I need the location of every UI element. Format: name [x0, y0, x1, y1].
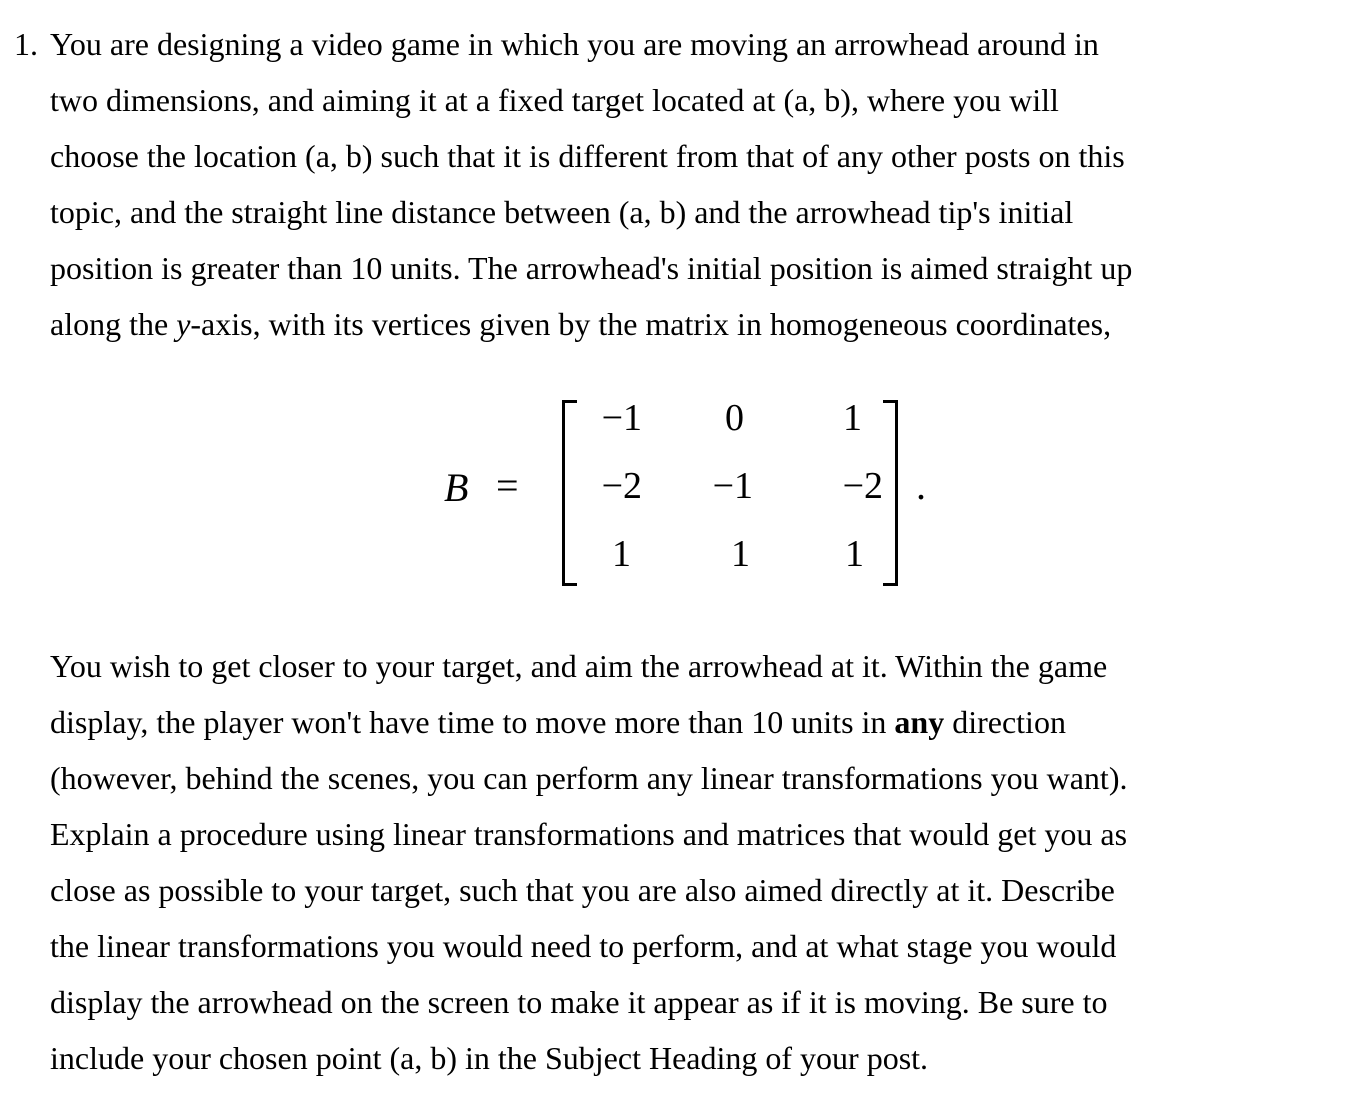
problem-intro	[50, 16, 1350, 352]
body-line: close as possible to your target, such that you are also aimed directly at it. Describe	[50, 872, 1115, 908]
intro-line-last	[50, 296, 1350, 352]
body-line: (however, behind the scenes, you can perform any linear transformations you want).	[50, 760, 1128, 796]
equation-period: .	[916, 463, 926, 508]
matrix-cell: 0	[725, 397, 744, 439]
matrix-cell: −2	[601, 465, 642, 507]
intro-text: along the	[50, 306, 177, 342]
problem-body	[50, 638, 1350, 1086]
intro-text: -axis, with its vertices given by the matrix in homogeneous coordinates,	[190, 306, 1112, 342]
equals-sign: =	[496, 463, 519, 508]
matrix-cell: 1	[845, 533, 864, 575]
matrix-cell: −2	[842, 465, 883, 507]
body-line: display the arrowhead on the screen to make it appear as if it is moving. Be sure to	[50, 984, 1108, 1020]
right-bracket	[883, 400, 898, 586]
intro-line: topic, and the straight line distance between (a, b) and the arrowhead tip's initial	[50, 194, 1074, 230]
intro-line: two dimensions, and aiming it at a fixed target located at (a, b), where you will	[50, 82, 1059, 118]
matrix-cell: −1	[601, 397, 642, 439]
y-variable: y	[176, 306, 191, 342]
body-line: Explain a procedure using linear transformations and matrices that would get you as	[50, 816, 1128, 852]
matrix-cell: 1	[731, 533, 750, 575]
matrix-equation	[0, 392, 1366, 592]
body-line: include your chosen point (a, b) in the Subject Heading of your post.	[50, 1040, 929, 1076]
matrix-cell: 1	[843, 397, 862, 439]
body-text: display, the player won't have time to move more than 10 units in	[50, 704, 895, 740]
matrix-cell: −1	[712, 465, 753, 507]
emphasis-any: any	[894, 704, 945, 740]
body-line: You wish to get closer to your target, and aim the arrowhead at it. Within the game	[50, 648, 1108, 684]
problem-number: 1.	[14, 26, 38, 62]
intro-line: position is greater than 10 units. The arrowhead's initial position is aimed straight up	[50, 250, 1133, 286]
body-line	[50, 694, 1350, 750]
intro-line: You are designing a video game in which you are moving an arrowhead around in	[50, 26, 1099, 62]
intro-line: choose the location (a, b) such that it is different from that of any other posts on this	[50, 138, 1125, 174]
body-text: direction	[944, 704, 1066, 740]
matrix-name: B	[444, 465, 469, 510]
body-line: the linear transformations you would need to perform, and at what stage you would	[50, 928, 1117, 964]
matrix-cell: 1	[612, 533, 631, 575]
